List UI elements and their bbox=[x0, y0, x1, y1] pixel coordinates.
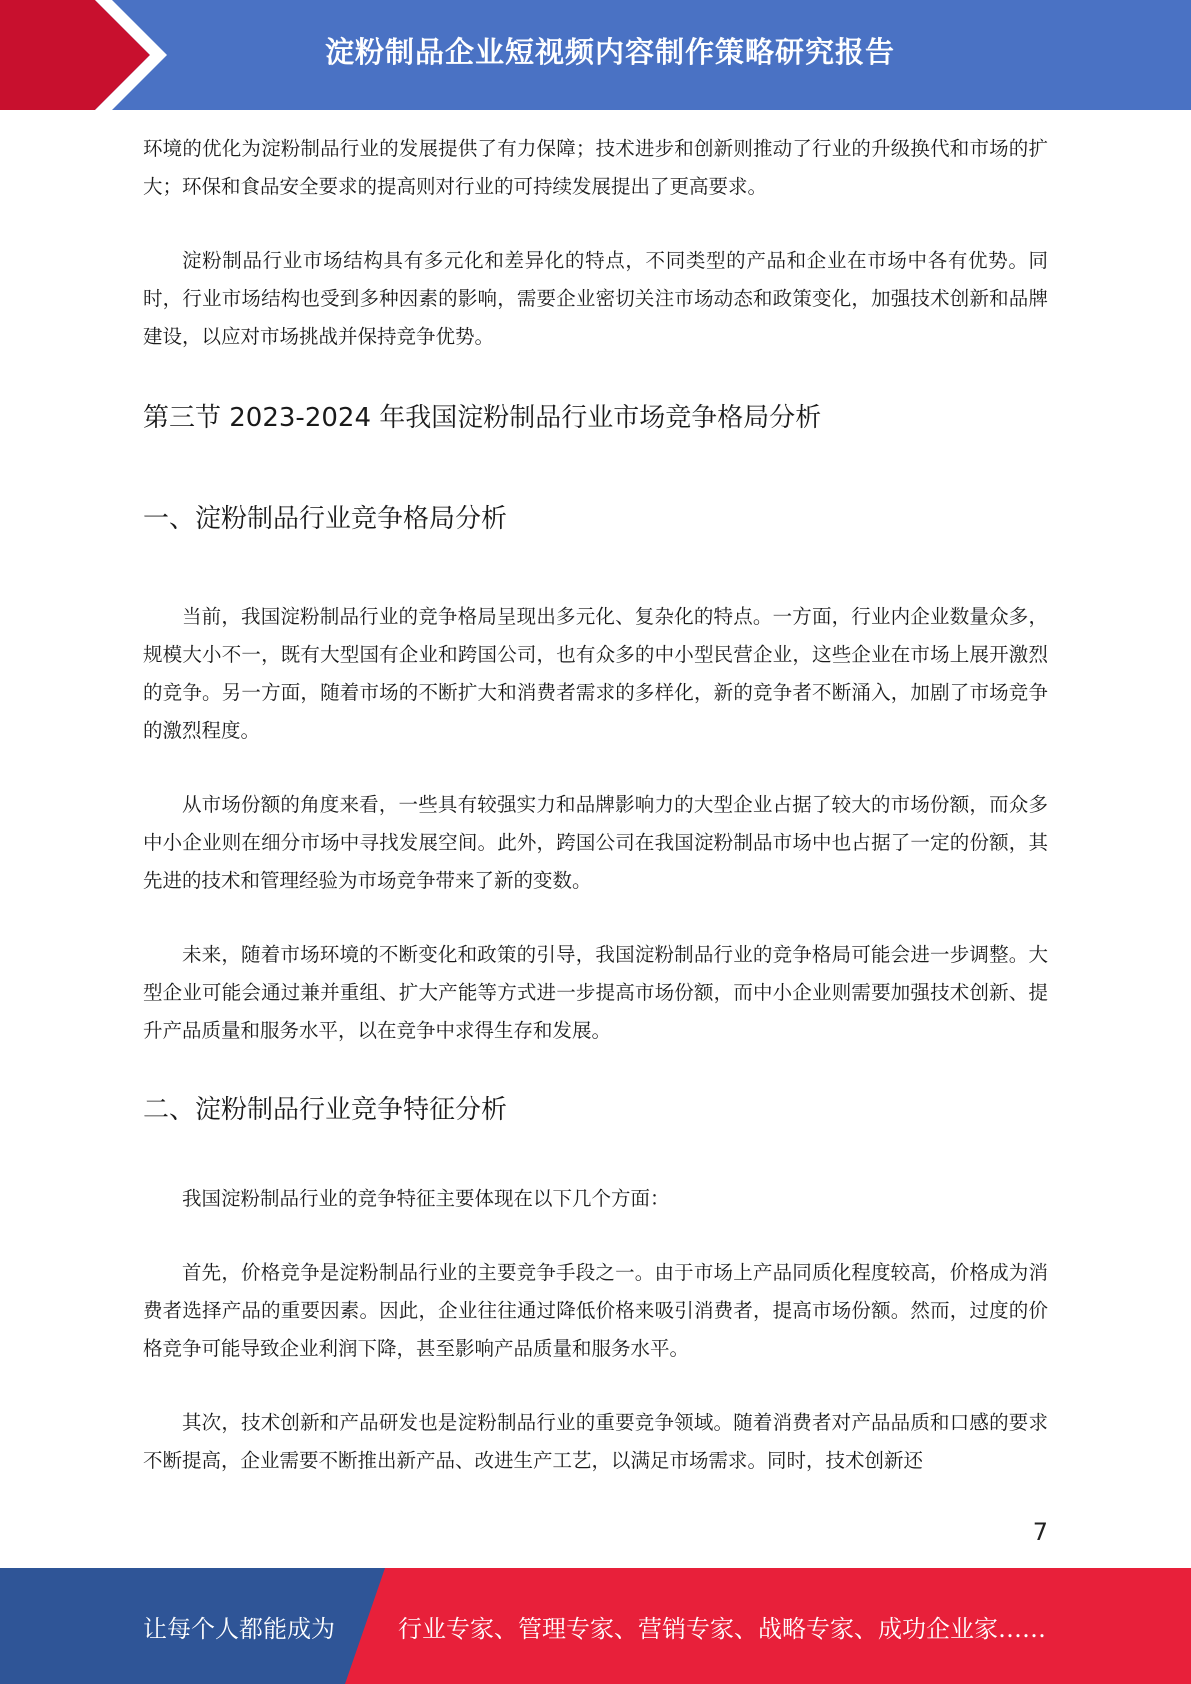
footer-banner bbox=[0, 1568, 1191, 1684]
paragraph: 环境的优化为淀粉制品行业的发展提供了有力保障；技术进步和创新则推动了行业的升级换代和市场的扩大；环保和食品安全要求的提高则对行业的可持续发展提出了更高要求。 bbox=[143, 137, 1048, 198]
subsection-heading: 二、淀粉制品行业竞争特征分析 bbox=[143, 1095, 508, 1125]
section-title: 第三节 2023-2024 年我国淀粉制品行业市场竞争格局分析 bbox=[143, 403, 822, 433]
paragraph: 首先，价格竞争是淀粉制品行业的主要竞争手段之一。由于市场上产品同质化程度较高，价格成为消费者选择产品的重要因素。因此，企业往往通过降低价格来吸引消费者，提高市场份额。然而，过度的价格竞争可能导致企业利润下降，甚至影响产品质量和服务水平。 bbox=[143, 1261, 1048, 1360]
footer-slogan-left: 让每个人都能成为 bbox=[143, 1614, 335, 1643]
paragraph: 其次，技术创新和产品研发也是淀粉制品行业的重要竞争领域。随着消费者对产品品质和口感的要求不断提高，企业需要不断推出新产品、改进生产工艺，以满足市场需求。同时，技术创新还 bbox=[143, 1411, 1048, 1472]
page-number: 7 bbox=[1032, 1518, 1048, 1546]
paragraph: 淀粉制品行业市场结构具有多元化和差异化的特点，不同类型的产品和企业在市场中各有优势。同时，行业市场结构也受到多种因素的影响，需要企业密切关注市场动态和政策变化，加强技术创新和品牌建设，以应对市场挑战并保持竞争优势。 bbox=[143, 249, 1048, 348]
subsection-heading: 一、淀粉制品行业竞争格局分析 bbox=[143, 504, 508, 534]
report-title: 淀粉制品企业短视频内容制作策略研究报告 bbox=[324, 34, 895, 69]
header-banner bbox=[0, 0, 1191, 110]
paragraph: 未来，随着市场环境的不断变化和政策的引导，我国淀粉制品行业的竞争格局可能会进一步调整。大型企业可能会通过兼并重组、扩大产能等方式进一步提高市场份额，而中小企业则需要加强技术创新、提升产品质量和服务水平，以在竞争中求得生存和发展。 bbox=[143, 943, 1048, 1042]
footer-slogan-right: 行业专家、管理专家、营销专家、战略专家、成功企业家…… bbox=[398, 1614, 1046, 1643]
paragraph: 当前，我国淀粉制品行业的竞争格局呈现出多元化、复杂化的特点。一方面，行业内企业数量众多，规模大小不一，既有大型国有企业和跨国公司，也有众多的中小型民营企业，这些企业在市场上展开激烈的竞争。另一方面，随着市场的不断扩大和消费者需求的多样化，新的竞争者不断涌入，加剧了市场竞争的激烈程度。 bbox=[143, 605, 1048, 742]
page-body bbox=[143, 130, 1048, 1480]
paragraph: 我国淀粉制品行业的竞争特征主要体现在以下几个方面： bbox=[182, 1187, 670, 1210]
paragraph: 从市场份额的角度来看，一些具有较强实力和品牌影响力的大型企业占据了较大的市场份额，而众多中小企业则在细分市场中寻找发展空间。此外，跨国公司在我国淀粉制品市场中也占据了一定的份额，其先进的技术和管理经验为市场竞争带来了新的变数。 bbox=[143, 793, 1048, 892]
